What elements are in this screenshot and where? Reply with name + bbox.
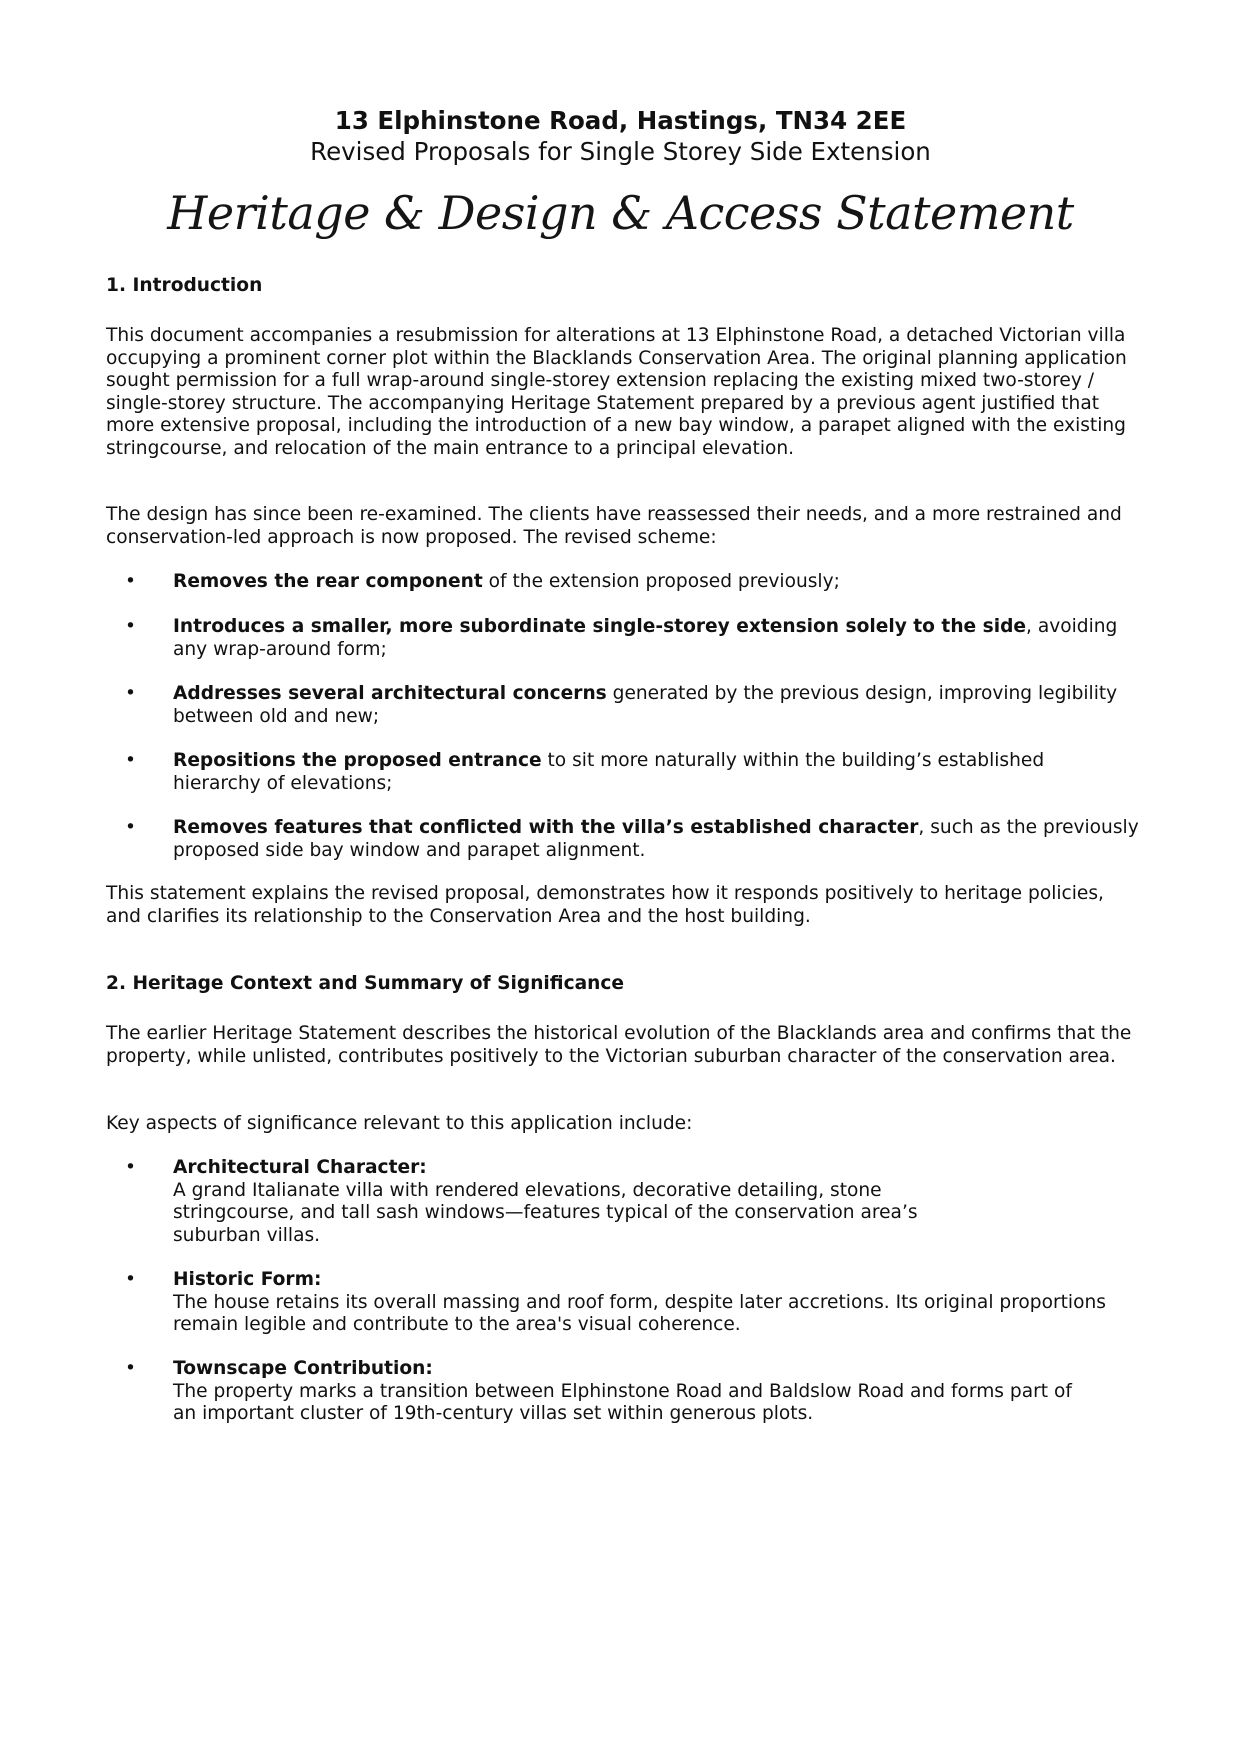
list-item-bold: Removes features that conflicted with the villa’s established character <box>173 817 919 838</box>
intro-paragraph-2 <box>106 504 1136 549</box>
list-item-rest: The property marks a transition between Elphinstone Road and Baldslow Road and forms part of an important cluster of 19th-century villas set within generous plots. <box>173 1380 1072 1424</box>
heritage-paragraph-2 <box>106 1113 1136 1136</box>
section-heading-introduction: 1. Introduction <box>106 275 263 296</box>
list-item-rest: , avoiding any wrap-around form; <box>173 616 1118 660</box>
bullet-icon: • <box>125 571 136 592</box>
document-address-title: 13 Elphinstone Road, Hastings, TN34 2EE <box>334 106 907 135</box>
list-item-text <box>173 1269 1148 1337</box>
list-item-rest: generated by the previous design, improving legibility between old and new; <box>173 683 1118 727</box>
paragraph-text: Key aspects of significance relevant to this application include: <box>106 1113 693 1134</box>
list-item-bold: Architectural Character: <box>173 1157 427 1178</box>
list-item-bold: Townscape Contribution: <box>173 1358 433 1379</box>
intro-closing-paragraph <box>106 883 1136 928</box>
list-item-bold: Addresses several architectural concerns <box>173 683 607 704</box>
paragraph-text: This document accompanies a resubmission for alterations at 13 Elphinstone Road, a detached Victorian villa occupying a prominent corner plot within the Blacklands Conservation Area. The original planning application sought permission for a full wrap-around single-storey extension replacing the existing mixed two-storey / single-storey structure. The accompanying Heritage Statement prepared by a previous agent justified that more extensive proposal, including the introduction of a new bay window, a parapet aligned with the existing stringcourse, and relocation of the main entrance to a principal elevation. <box>106 325 1127 459</box>
list-item-bold: Introduces a smaller, more subordinate single-storey extension solely to the side <box>173 616 1027 637</box>
list-item-text <box>173 1157 973 1247</box>
bullet-icon: • <box>125 1358 136 1379</box>
bullet-icon: • <box>125 683 136 704</box>
list-item-bold: Historic Form: <box>173 1269 322 1290</box>
bullet-icon: • <box>125 1157 136 1178</box>
list-item-text <box>173 571 1133 594</box>
list-item-bold: Removes the rear component <box>173 571 483 592</box>
paragraph-text: This statement explains the revised proposal, demonstrates how it responds positively to heritage policies, and clarifies its relationship to the Conservation Area and the host building. <box>106 883 1104 927</box>
document-script-title: Heritage & Design & Access Statement <box>167 186 1074 240</box>
list-item-text <box>173 1358 1073 1426</box>
intro-paragraph-1 <box>106 325 1136 460</box>
list-item-text <box>173 750 1133 795</box>
section-heading-heritage-context: 2. Heritage Context and Summary of Significance <box>106 973 625 994</box>
list-item-text <box>173 616 1133 661</box>
list-item-rest: to sit more naturally within the building’s established hierarchy of elevations; <box>173 750 1045 794</box>
paragraph-text: The earlier Heritage Statement describes the historical evolution of the Blacklands area and confirms that the property, while unlisted, contributes positively to the Victorian suburban character of the conservation area. <box>106 1023 1132 1067</box>
document-subtitle: Revised Proposals for Single Storey Side Extension <box>310 137 931 166</box>
list-item-text <box>173 683 1133 728</box>
bullet-icon: • <box>125 817 136 838</box>
bullet-icon: • <box>125 750 136 771</box>
paragraph-text: The design has since been re-examined. The clients have reassessed their needs, and a more restrained and conservation-led approach is now proposed. The revised scheme: <box>106 504 1122 548</box>
bullet-icon: • <box>125 616 136 637</box>
list-item-rest: , such as the previously proposed side bay window and parapet alignment. <box>173 817 1139 861</box>
list-item-rest: A grand Italianate villa with rendered elevations, decorative detailing, stone stringcourse, and tall sash windows—features typical of the conservation area’s suburban villas. <box>173 1179 918 1246</box>
list-item-rest: The house retains its overall massing and roof form, despite later accretions. Its original proportions remain legible and contribute to the area's visual coherence. <box>173 1291 1106 1335</box>
list-item-text <box>173 817 1148 862</box>
list-item-rest: of the extension proposed previously; <box>482 571 840 592</box>
heritage-paragraph-1 <box>106 1023 1136 1068</box>
bullet-icon: • <box>125 1269 136 1290</box>
list-item-bold: Repositions the proposed entrance <box>173 750 542 771</box>
